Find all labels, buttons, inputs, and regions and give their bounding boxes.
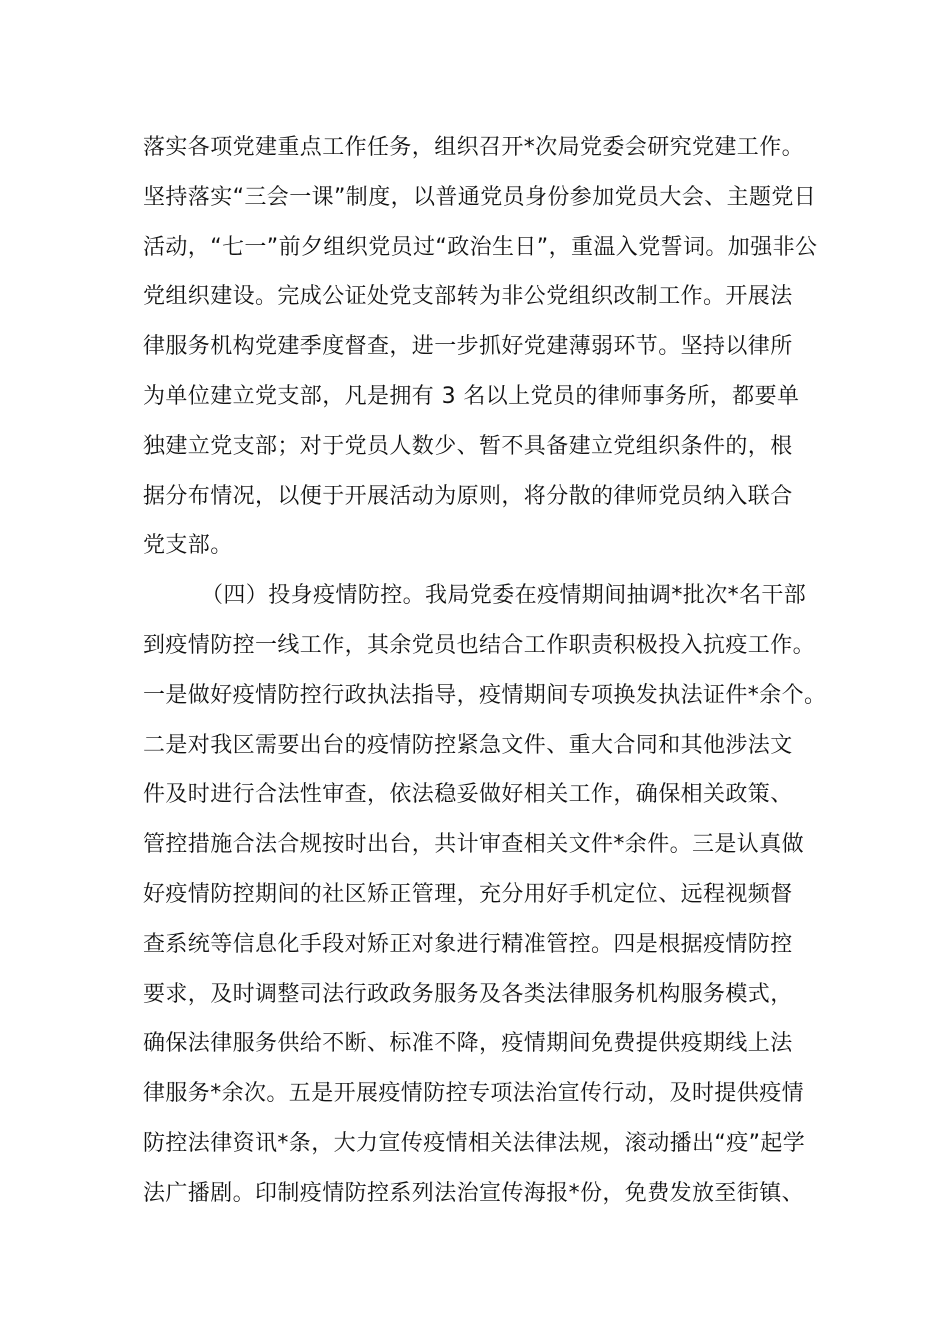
text-line: 落实各项党建重点工作任务，组织召开*次局党委会研究党建工作。 (143, 135, 805, 160)
body-text (143, 123, 827, 1219)
text-line: 党组织建设。完成公证处党支部转为非公党组织改制工作。开展法 (143, 284, 793, 310)
text-line: 确保法律服务供给不断、标准不降，疫情期间免费提供疫期线上法 (143, 1031, 793, 1057)
text-line: 律服务机构党建季度督查，进一步抓好党建薄弱环节。坚持以律所 (143, 334, 793, 360)
text-line: 党支部。 (143, 533, 233, 559)
text-line: 好疫情防控期间的社区矫正管理，充分用好手机定位、远程视频督 (143, 881, 793, 907)
text-line: 件及时进行合法性审查，依法稳妥做好相关工作，确保相关政策、 (143, 782, 793, 808)
text-line: 到疫情防控一线工作，其余党员也结合工作职责积极投入抗疫工作。 (143, 632, 816, 658)
text-line: 查系统等信息化手段对矫正对象进行精准管控。四是根据疫情防控 (143, 931, 793, 957)
text-line: 活动，“七一”前夕组织党员过“政治生日”，重温入党誓词。加强非公 (143, 234, 818, 260)
text-line: 管控措施合法合规按时出台，共计审查相关文件*余件。三是认真做 (143, 832, 805, 858)
text-line: 一是做好疫情防控行政执法指导，疫情期间专项换发执法证件*余个。 (143, 682, 827, 708)
text-line: 要求，及时调整司法行政政务服务及各类法律服务机构服务模式， (143, 981, 793, 1007)
text-line: 法广播剧。印制疫情防控系列法治宣传海报*份，免费发放至街镇、 (143, 1180, 805, 1206)
paragraph-start-line: （四）投身疫情防控。我局党委在疫情期间抽调*批次*名干部 (201, 583, 807, 609)
text-line: 坚持落实“三会一课”制度，以普通党员身份参加党员大会、主题党日 (143, 184, 817, 210)
text-line: 律服务*余次。五是开展疫情防控专项法治宣传行动，及时提供疫情 (143, 1081, 805, 1107)
text-line: 防控法律资讯*条，大力宣传疫情相关法律法规，滚动播出“疫”起学 (143, 1130, 806, 1156)
text-line: 独建立党支部；对于党员人数少、暂不具备建立党组织条件的，根 (143, 433, 793, 459)
text-line: 二是对我区需要出台的疫情防控紧急文件、重大合同和其他涉法文 (143, 732, 793, 758)
text-line: 据分布情况，以便于开展活动为原则，将分散的律师党员纳入联合 (143, 483, 793, 509)
text-line: 为单位建立党支部，凡是拥有 3 名以上党员的律师事务所，都要单 (143, 383, 800, 409)
